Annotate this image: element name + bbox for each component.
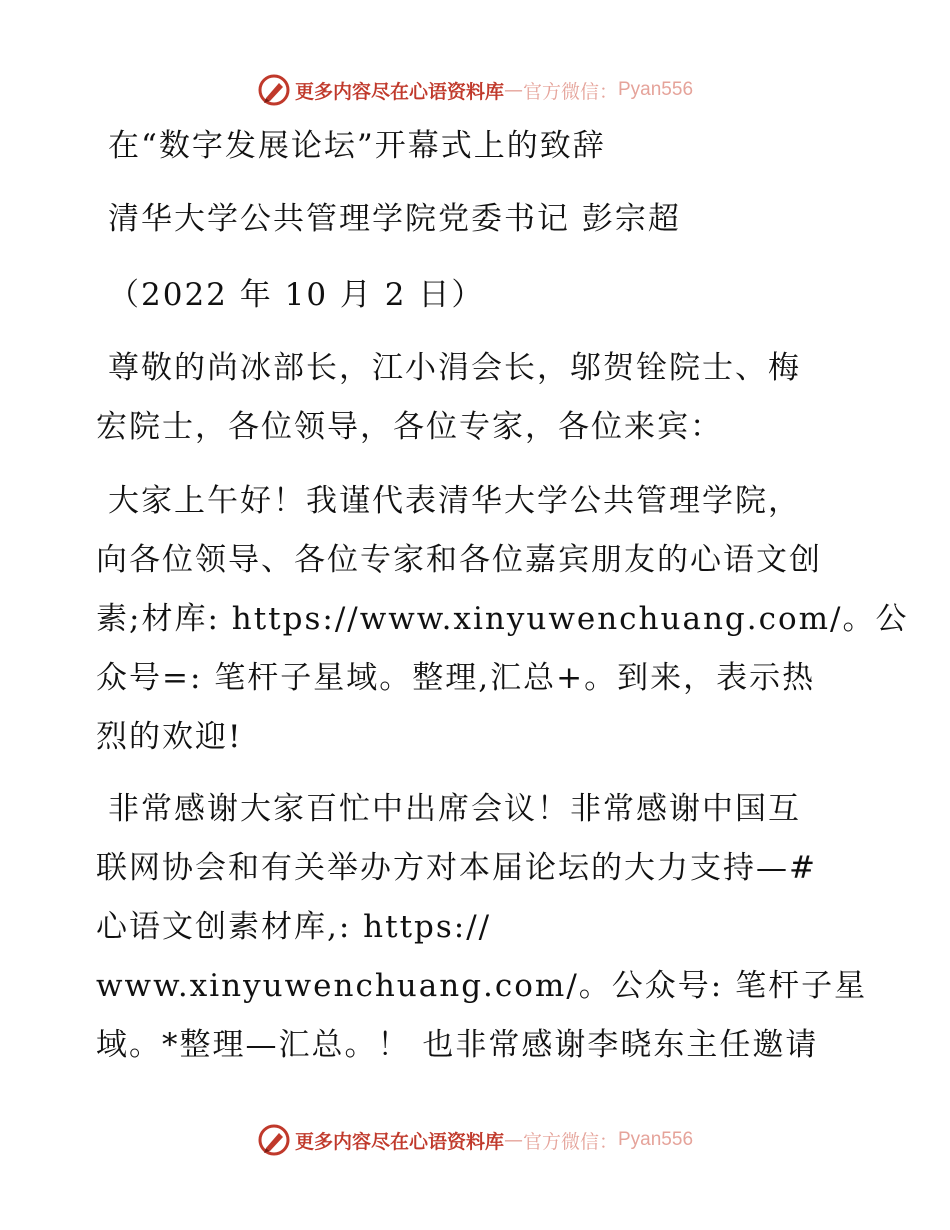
footer-banner [0,1118,950,1162]
banner-wechat-id: Pyan556 [618,1129,694,1150]
banner-text-main: 更多内容尽在心语资料库 [294,80,504,103]
paragraph-line: 素;材库: https://www.xinyuwenchuang.com/。公 [96,601,909,637]
paragraph-line: 域。*整理—汇总。！ 也非常感谢李晓东主任邀请 [96,1027,819,1063]
banner-text-main: 更多内容尽在心语资料库 [294,1130,504,1153]
paragraph-line: 非常感谢大家百忙中出席会议！非常感谢中国互 [108,791,801,827]
pen-logo-icon [257,1123,291,1157]
paragraph-line: 宏院士，各位领导，各位专家，各位来宾： [96,409,723,445]
banner-wechat-id: Pyan556 [618,79,694,100]
document-author: 清华大学公共管理学院党委书记 彭宗超 [108,201,681,237]
banner-separator: — [503,1129,523,1151]
paragraph-line: 烈的欢迎! [96,719,243,755]
paragraph-line: 联网协会和有关举办方对本届论坛的大力支持—# [96,850,817,886]
paragraph-line: 向各位领导、各位专家和各位嘉宾朋友的心语文创 [96,542,822,578]
banner-text-label: 官方微信： [522,80,618,103]
paragraph-line: 心语文创素材库,: https:// [96,909,492,945]
banner-text-label: 官方微信： [522,1130,618,1153]
paragraph-line: www.xinyuwenchuang.com/。公众号: 笔杆子星 [96,968,868,1004]
paragraph-line: 大家上午好！我谨代表清华大学公共管理学院， [108,483,801,519]
document-title: 在“数字发展论坛”开幕式上的致辞 [108,128,606,164]
pen-logo-icon [257,73,291,107]
header-banner [0,68,950,112]
banner-separator: — [503,79,523,101]
paragraph-line: 众号=: 笔杆子星域。整理,汇总+。到来，表示热 [96,660,816,696]
paragraph-line: 尊敬的尚冰部长，江小涓会长，邬贺铨院士、梅 [108,350,801,386]
document-date: （2022 年 10 月 2 日） [108,277,485,313]
